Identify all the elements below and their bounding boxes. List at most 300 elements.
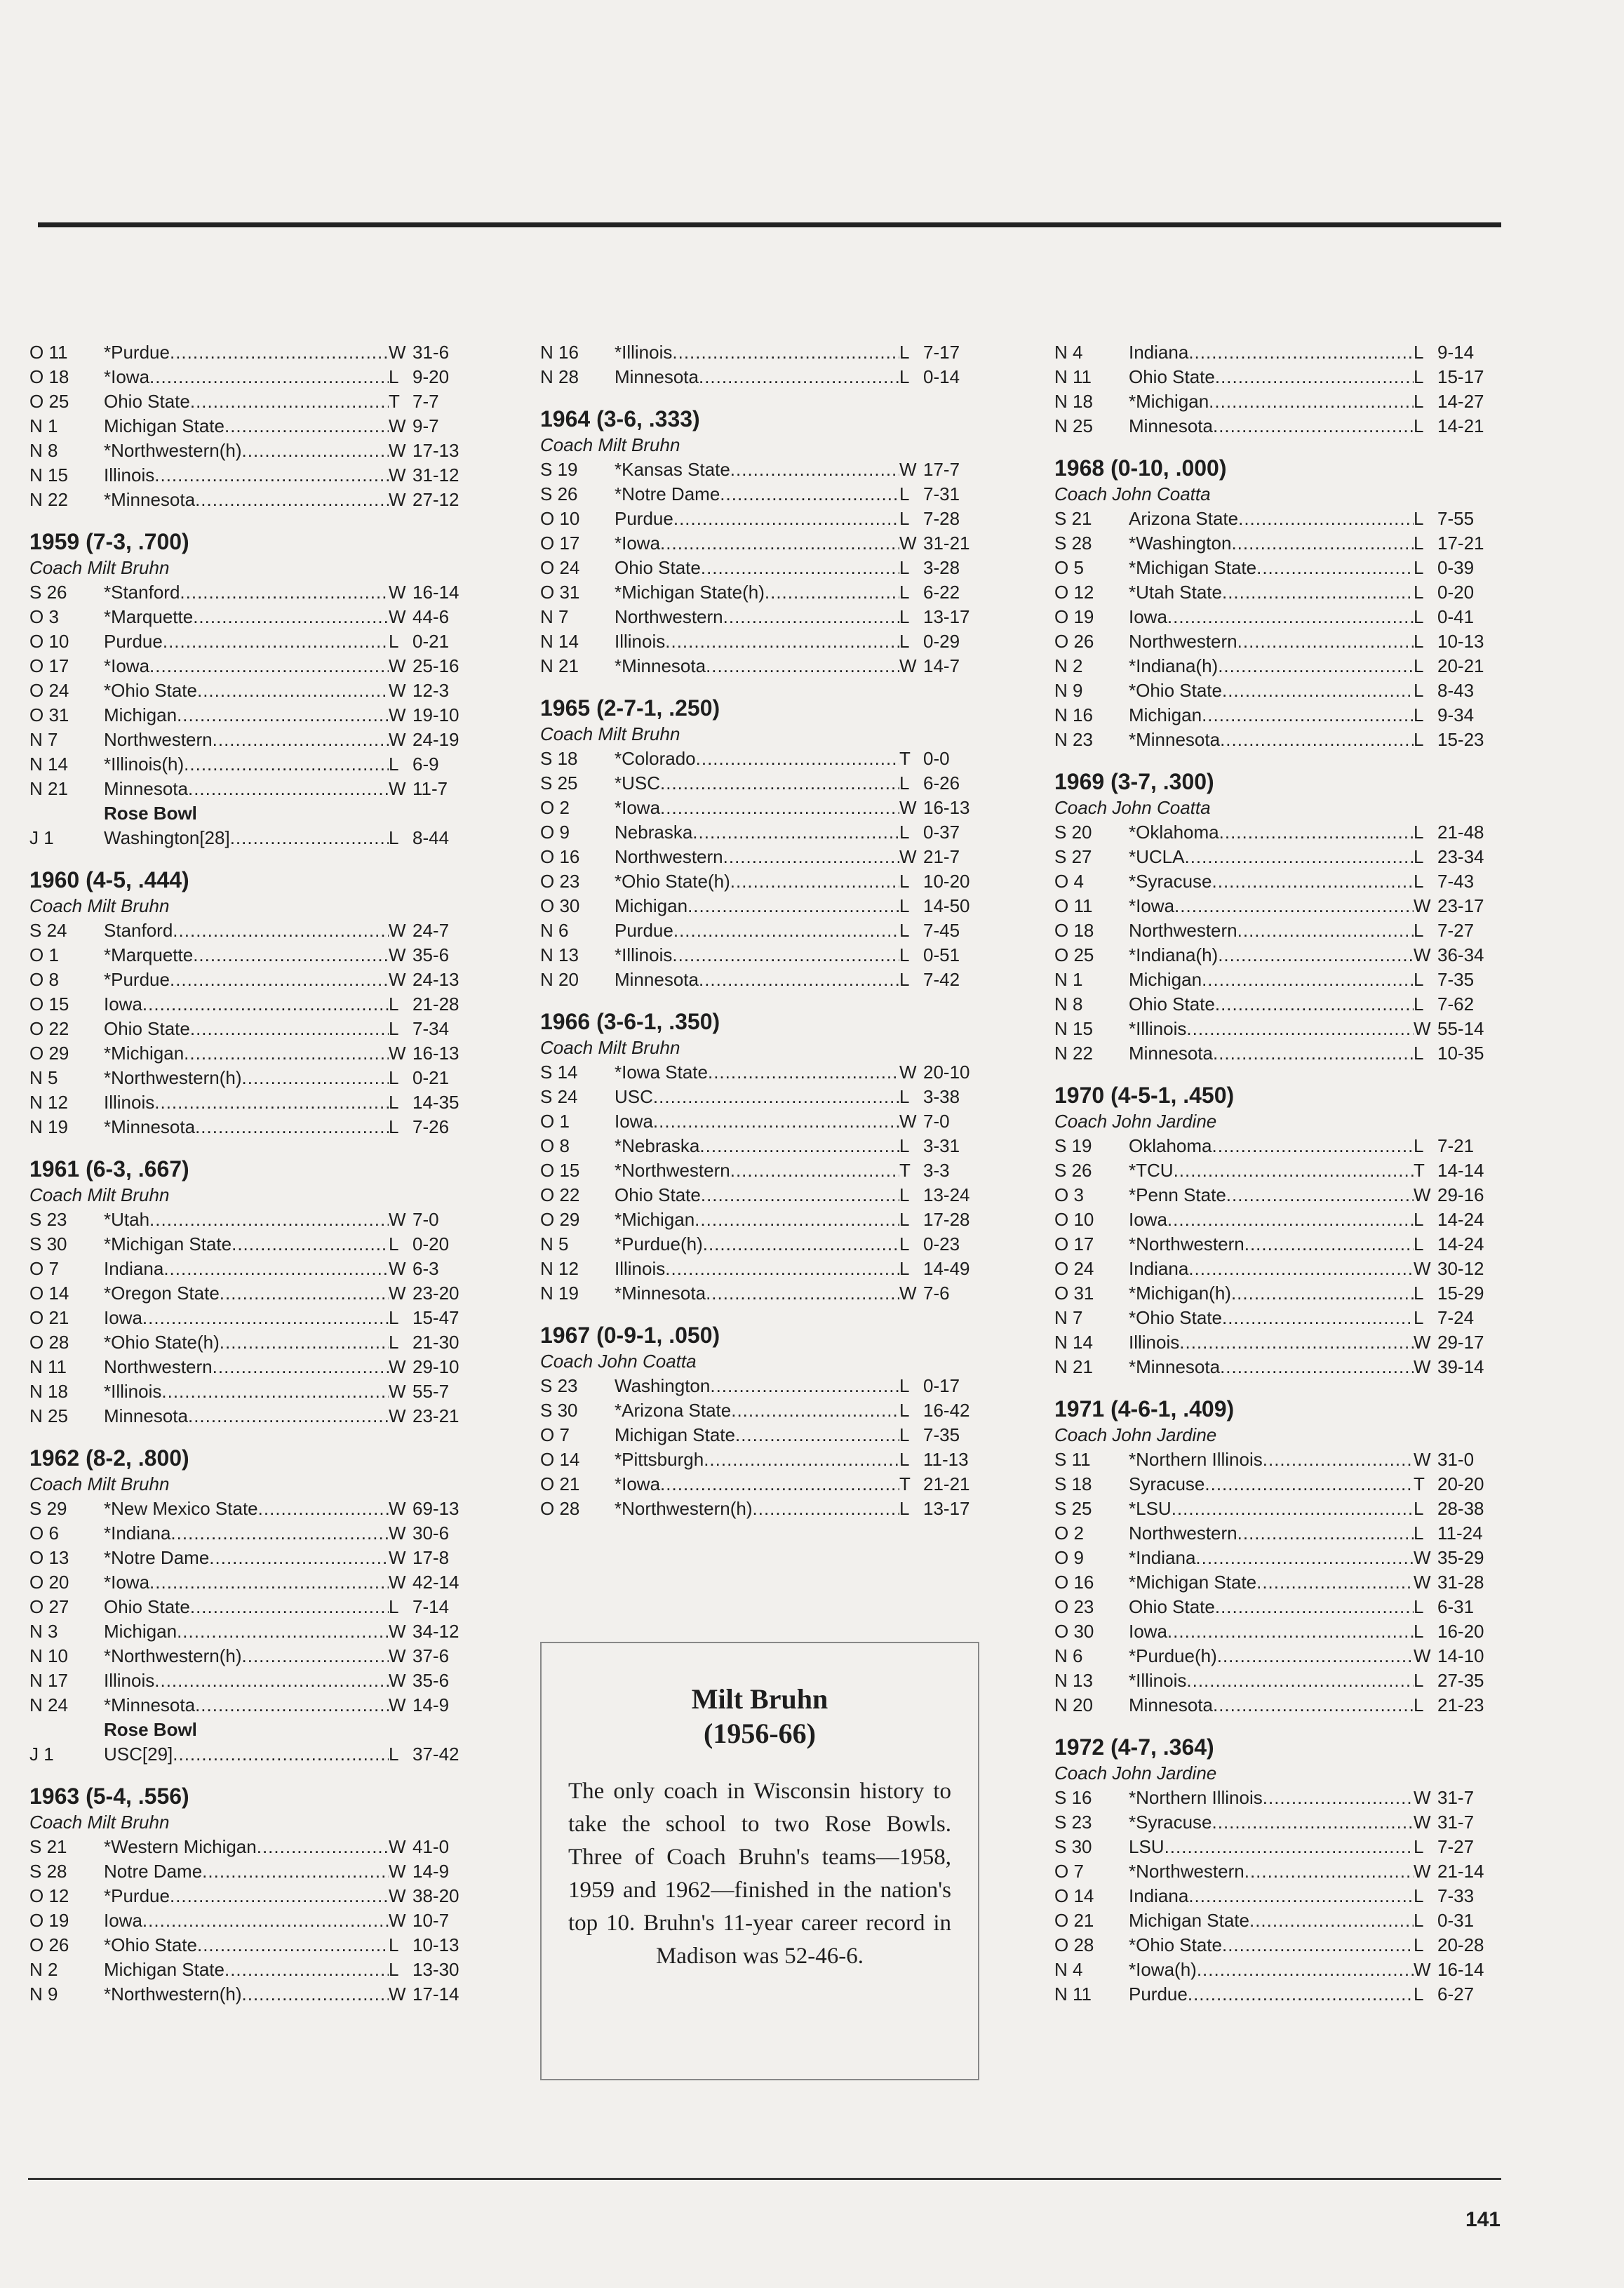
game-result: L (389, 366, 399, 387)
game-score: 7-27 (1437, 920, 1475, 941)
opponent: *Iowa (615, 533, 661, 554)
game-row (29, 1497, 464, 1521)
game-score: 20-21 (1437, 655, 1484, 676)
game-score: 7-55 (1437, 508, 1475, 529)
game-row (29, 1884, 464, 1908)
leader-dots (704, 1447, 899, 1472)
game-score: 0-31 (1437, 1910, 1475, 1931)
game-result: W (389, 1523, 406, 1544)
opponent: *Northwestern(h) (104, 1983, 242, 2005)
game-date: N 12 (540, 1258, 579, 1279)
game-score: 10-35 (1437, 1043, 1484, 1064)
season-title: 1963 (5-4, .556) (29, 1784, 189, 1809)
leader-dots (149, 1570, 389, 1595)
game-date: O 12 (1054, 582, 1094, 603)
game-row (29, 463, 464, 488)
game-result: L (1414, 508, 1424, 529)
game-date: O 14 (29, 1283, 69, 1304)
game-result: L (1414, 533, 1424, 554)
game-result: T (389, 391, 400, 412)
opponent: *Marquette (104, 606, 194, 627)
game-date: O 11 (29, 342, 68, 363)
game-result: W (389, 920, 406, 941)
game-date: N 11 (29, 1356, 67, 1377)
game-result: W (1414, 1018, 1431, 1039)
game-row (540, 1085, 975, 1109)
leader-dots (1256, 556, 1414, 580)
game-result: L (389, 1116, 399, 1137)
game-result: L (899, 508, 910, 529)
season-title: 1961 (6-3, .667) (29, 1156, 189, 1182)
game-row (1054, 1472, 1489, 1497)
leader-dots (1209, 389, 1414, 414)
game-result: T (1414, 1160, 1425, 1181)
game-score: 35-29 (1437, 1547, 1484, 1568)
leader-dots (1222, 580, 1414, 605)
game-score: 6-31 (1437, 1596, 1475, 1617)
game-score: 16-42 (923, 1400, 970, 1421)
game-score: 6-9 (412, 754, 439, 775)
game-result: W (1414, 1861, 1431, 1882)
game-result: L (389, 1744, 399, 1765)
game-score: 7-34 (412, 1018, 450, 1039)
leader-dots (193, 605, 389, 629)
game-row (540, 340, 975, 365)
game-score: 16-20 (1437, 1621, 1484, 1642)
game-date: O 21 (1054, 1910, 1094, 1931)
game-result: L (389, 1233, 399, 1255)
game-row (29, 1041, 464, 1066)
game-date: N 17 (29, 1670, 68, 1691)
game-date: N 25 (1054, 415, 1093, 436)
game-score: 11-24 (1437, 1523, 1483, 1544)
game-result: L (1414, 1885, 1424, 1906)
leader-dots (170, 340, 389, 365)
leader-dots (1213, 414, 1414, 439)
leader-dots (1213, 1041, 1414, 1066)
leader-dots (142, 1306, 389, 1330)
game-date: O 18 (29, 366, 69, 387)
opponent: *Michigan State (1129, 1572, 1257, 1593)
game-result: W (389, 464, 406, 486)
game-date: N 18 (1054, 391, 1093, 412)
season-block (29, 1444, 464, 1767)
opponent: *Iowa (104, 655, 150, 676)
leader-dots (730, 1158, 899, 1183)
leader-dots (672, 943, 899, 968)
coach-name: Coach Milt Bruhn (29, 1473, 170, 1494)
opponent: *Illinois (104, 1381, 162, 1402)
game-row (29, 968, 464, 992)
game-score: 20-20 (1437, 1473, 1484, 1494)
opponent: Minnesota (104, 1405, 188, 1426)
leader-dots (188, 777, 389, 801)
top-rule (38, 222, 1501, 227)
game-row (1054, 918, 1489, 943)
opponent: *Northern Illinois (1129, 1449, 1263, 1470)
game-score: 25-16 (412, 655, 459, 676)
game-row (29, 943, 464, 968)
game-score: 6-22 (923, 582, 960, 603)
game-score: 9-7 (412, 415, 439, 436)
leader-dots (1222, 1306, 1414, 1330)
game-date: S 25 (540, 772, 578, 794)
game-date: S 16 (1054, 1787, 1092, 1808)
leader-dots (1186, 1668, 1414, 1693)
opponent: *Indiana (1129, 1547, 1196, 1568)
leader-dots (699, 365, 899, 389)
game-score: 39-14 (1437, 1356, 1484, 1377)
game-row (29, 1982, 464, 2007)
game-score: 35-6 (412, 1670, 450, 1691)
game-score: 9-14 (1437, 342, 1475, 363)
game-result: L (1414, 1209, 1424, 1230)
game-score: 14-50 (923, 895, 970, 916)
game-date: S 28 (29, 1861, 67, 1882)
game-score: 14-21 (1437, 415, 1484, 436)
game-date: O 1 (29, 944, 59, 965)
leader-dots (1256, 1570, 1414, 1595)
opponent: *Arizona State (615, 1400, 732, 1421)
game-result: W (389, 440, 406, 461)
game-result: L (1414, 871, 1424, 892)
game-date: O 28 (29, 1332, 69, 1353)
leader-dots (242, 1644, 389, 1668)
game-result: W (899, 1283, 917, 1304)
game-score: 31-7 (1437, 1812, 1475, 1833)
game-date: N 21 (1054, 1356, 1093, 1377)
game-row (29, 389, 464, 414)
game-date: O 7 (540, 1424, 570, 1445)
game-date: O 24 (1054, 1258, 1094, 1279)
game-result: W (389, 1861, 406, 1882)
game-date: O 27 (29, 1596, 69, 1617)
leader-dots (692, 820, 899, 845)
opponent: Notre Dame (104, 1861, 203, 1882)
game-date: N 19 (29, 1116, 68, 1137)
leader-dots (1222, 678, 1414, 703)
game-row (29, 654, 464, 678)
leader-dots (710, 1374, 899, 1398)
game-result: W (1414, 1787, 1431, 1808)
game-row (29, 1859, 464, 1884)
game-row (540, 654, 975, 678)
game-result: L (1414, 729, 1424, 750)
game-row (1054, 1183, 1489, 1207)
game-date: N 3 (29, 1621, 58, 1642)
opponent: *Iowa (1129, 895, 1175, 916)
opponent: *Iowa(h) (1129, 1959, 1197, 1980)
game-result: L (1414, 1934, 1424, 1955)
opponent: *Minnesota (104, 1116, 196, 1137)
opponent: Minnesota (1129, 415, 1213, 436)
game-result: W (1414, 1449, 1431, 1470)
game-row (29, 1257, 464, 1281)
game-row (1054, 1668, 1489, 1693)
game-result: L (389, 1067, 399, 1088)
game-result: W (389, 680, 406, 701)
game-result: L (899, 342, 910, 363)
game-row (29, 1232, 464, 1257)
game-row (1054, 654, 1489, 678)
game-row (1054, 531, 1489, 556)
opponent: *Iowa State (615, 1062, 708, 1083)
coach-name: Coach John Jardine (1054, 1424, 1217, 1445)
opponent: Purdue (104, 631, 163, 652)
game-row (1054, 1355, 1489, 1379)
leader-dots (142, 1908, 389, 1933)
game-result: L (1414, 1836, 1424, 1857)
game-date: N 9 (1054, 680, 1083, 701)
bowl-heading: Rose Bowl (104, 803, 197, 824)
game-result: W (1414, 1184, 1431, 1205)
opponent: *Michigan (104, 1043, 184, 1064)
game-row (29, 1958, 464, 1982)
game-result: T (899, 1473, 911, 1494)
game-row (29, 1546, 464, 1570)
game-date: S 18 (540, 748, 578, 769)
game-date: O 1 (540, 1111, 570, 1132)
game-row (29, 1668, 464, 1693)
game-result: W (389, 704, 406, 725)
game-result: W (389, 969, 406, 990)
leader-dots (1204, 1472, 1414, 1497)
coach-name: Coach John Coatta (1054, 797, 1211, 818)
game-row (1054, 894, 1489, 918)
opponent: Purdue (1129, 1983, 1188, 2005)
game-row (29, 1306, 464, 1330)
opponent: *Iowa (615, 797, 661, 818)
opponent: Northwestern (1129, 631, 1237, 652)
opponent: Washington[28] (104, 827, 230, 848)
season-block (1054, 454, 1489, 752)
leader-dots (720, 482, 899, 507)
game-score: 14-24 (1437, 1209, 1484, 1230)
game-row (540, 457, 975, 482)
opponent: *Colorado (615, 748, 696, 769)
game-result: L (899, 871, 910, 892)
opponent: Oklahoma (1129, 1135, 1212, 1156)
opponent: Minnesota (104, 778, 188, 799)
game-row (1054, 389, 1489, 414)
leader-dots (703, 1232, 899, 1257)
opponent: *Minnesota (1129, 729, 1221, 750)
game-row (1054, 1570, 1489, 1595)
game-score: 31-21 (923, 533, 970, 554)
opponent: Iowa (615, 1111, 653, 1132)
opponent: *Minnesota (615, 1283, 706, 1304)
season-block (1054, 1081, 1489, 1379)
schedule-column-2 (540, 340, 975, 1521)
game-date: O 25 (29, 391, 69, 412)
game-result: L (1414, 366, 1424, 387)
game-result: L (1414, 391, 1424, 412)
game-result: L (1414, 994, 1424, 1015)
game-row (540, 1423, 975, 1447)
leader-dots (1263, 1447, 1414, 1472)
season-title: 1971 (4-6-1, .409) (1054, 1396, 1235, 1421)
opponent: *Ohio State (104, 680, 197, 701)
game-row (540, 1447, 975, 1472)
game-date: N 7 (1054, 1307, 1083, 1328)
leader-dots (170, 1884, 389, 1908)
game-date: O 10 (1054, 1209, 1094, 1230)
game-date: S 26 (540, 483, 578, 504)
opponent: Michigan (104, 704, 177, 725)
game-date: O 28 (1054, 1934, 1094, 1955)
game-score: 7-6 (923, 1283, 950, 1304)
game-result: W (1414, 1959, 1431, 1980)
bio-years: (1956-66) (704, 1718, 816, 1749)
leader-dots (1195, 1546, 1414, 1570)
game-row (540, 1109, 975, 1134)
game-row (540, 1497, 975, 1521)
opponent: Iowa (1129, 606, 1167, 627)
leader-dots (154, 1090, 389, 1115)
game-result: W (389, 1645, 406, 1666)
game-score: 28-38 (1437, 1498, 1484, 1519)
game-result: W (1414, 1332, 1431, 1353)
leader-dots (149, 654, 389, 678)
leader-dots (1184, 845, 1414, 869)
leader-dots (660, 1472, 899, 1497)
game-date: N 21 (540, 655, 579, 676)
game-result: L (899, 483, 910, 504)
game-result: W (389, 1283, 406, 1304)
game-score: 21-28 (412, 994, 459, 1015)
game-date: O 3 (1054, 1184, 1084, 1205)
game-row (1054, 1595, 1489, 1619)
opponent: Iowa (1129, 1621, 1167, 1642)
leader-dots (653, 1085, 899, 1109)
game-score: 0-29 (923, 631, 960, 652)
game-date: S 24 (29, 920, 67, 941)
game-row (540, 1183, 975, 1207)
opponent: *Utah State (1129, 582, 1222, 603)
opponent: *Iowa (104, 366, 150, 387)
game-row (1054, 1884, 1489, 1908)
game-date: O 15 (29, 994, 69, 1015)
opponent: Michigan State (104, 1959, 224, 1980)
opponent: *Purdue (104, 342, 170, 363)
game-date: N 21 (29, 778, 68, 799)
game-date: O 28 (540, 1498, 580, 1519)
game-score: 23-17 (1437, 895, 1484, 916)
opponent: *Michigan (1129, 391, 1209, 412)
game-score: 29-16 (1437, 1184, 1484, 1205)
game-score: 14-9 (412, 1694, 450, 1715)
game-row (1054, 1158, 1489, 1183)
game-date: N 28 (540, 366, 579, 387)
game-row (29, 1595, 464, 1619)
game-score: 14-14 (1437, 1160, 1484, 1181)
game-date: O 7 (1054, 1861, 1084, 1882)
game-score: 3-3 (923, 1160, 950, 1181)
game-result: L (1414, 920, 1424, 941)
game-date: O 8 (540, 1135, 570, 1156)
game-date: S 28 (1054, 533, 1092, 554)
leader-dots (154, 1668, 389, 1693)
game-row (29, 1066, 464, 1090)
game-score: 36-34 (1437, 944, 1484, 965)
game-result: L (1414, 1498, 1424, 1519)
game-row (540, 1257, 975, 1281)
game-score: 7-7 (412, 391, 439, 412)
game-result: W (389, 1356, 406, 1377)
game-result: W (389, 729, 406, 750)
game-result: W (899, 459, 917, 480)
game-row (1054, 556, 1489, 580)
opponent: *Ohio State (104, 1934, 197, 1955)
game-row (1054, 1041, 1489, 1066)
game-score: 38-20 (412, 1885, 459, 1906)
leader-dots (209, 1546, 389, 1570)
game-score: 7-35 (1437, 969, 1475, 990)
game-row (29, 678, 464, 703)
leader-dots (1202, 703, 1414, 728)
opponent: *Notre Dame (615, 483, 720, 504)
game-score: 11-7 (412, 778, 448, 799)
game-date: S 11 (1054, 1449, 1091, 1470)
season-block (29, 528, 464, 850)
game-score: 14-24 (1437, 1233, 1484, 1255)
game-score: 15-23 (1437, 729, 1484, 750)
game-date: N 7 (29, 729, 58, 750)
game-row (29, 365, 464, 389)
game-date: S 30 (1054, 1836, 1092, 1857)
coach-name: Coach John Coatta (540, 1351, 697, 1372)
game-date: O 16 (540, 846, 580, 867)
game-date: N 14 (1054, 1332, 1093, 1353)
leader-dots (1213, 1693, 1414, 1718)
game-row (1054, 1134, 1489, 1158)
leader-dots (1172, 1497, 1414, 1521)
game-result: W (899, 533, 917, 554)
game-result: T (899, 1160, 911, 1181)
game-row (29, 1570, 464, 1595)
game-row (540, 1374, 975, 1398)
leader-dots (224, 1958, 389, 1982)
opponent: *USC (615, 772, 661, 794)
game-date: N 4 (1054, 1959, 1083, 1980)
game-row (29, 1379, 464, 1404)
game-row (540, 1207, 975, 1232)
leader-dots (258, 1497, 389, 1521)
game-row (1054, 1232, 1489, 1257)
game-result: W (1414, 1547, 1431, 1568)
leader-dots (673, 507, 899, 531)
game-row (29, 1933, 464, 1958)
game-result: W (389, 342, 406, 363)
game-score: 10-13 (412, 1934, 459, 1955)
leader-dots (1237, 629, 1414, 654)
game-date: N 13 (540, 944, 579, 965)
game-row (1054, 340, 1489, 365)
game-row (540, 1158, 975, 1183)
coach-name: Coach Milt Bruhn (29, 557, 170, 578)
opponent: *Minnesota (615, 655, 706, 676)
game-date: S 27 (1054, 846, 1092, 867)
opponent: LSU (1129, 1836, 1165, 1857)
game-date: O 9 (540, 822, 570, 843)
game-date: N 4 (1054, 342, 1083, 363)
leader-dots (1212, 869, 1414, 894)
game-result: W (389, 1694, 406, 1715)
leader-dots (1249, 1908, 1414, 1933)
coach-name: Coach Milt Bruhn (29, 1184, 170, 1205)
season-block (1054, 1733, 1489, 2007)
opponent: Ohio State (615, 557, 701, 578)
